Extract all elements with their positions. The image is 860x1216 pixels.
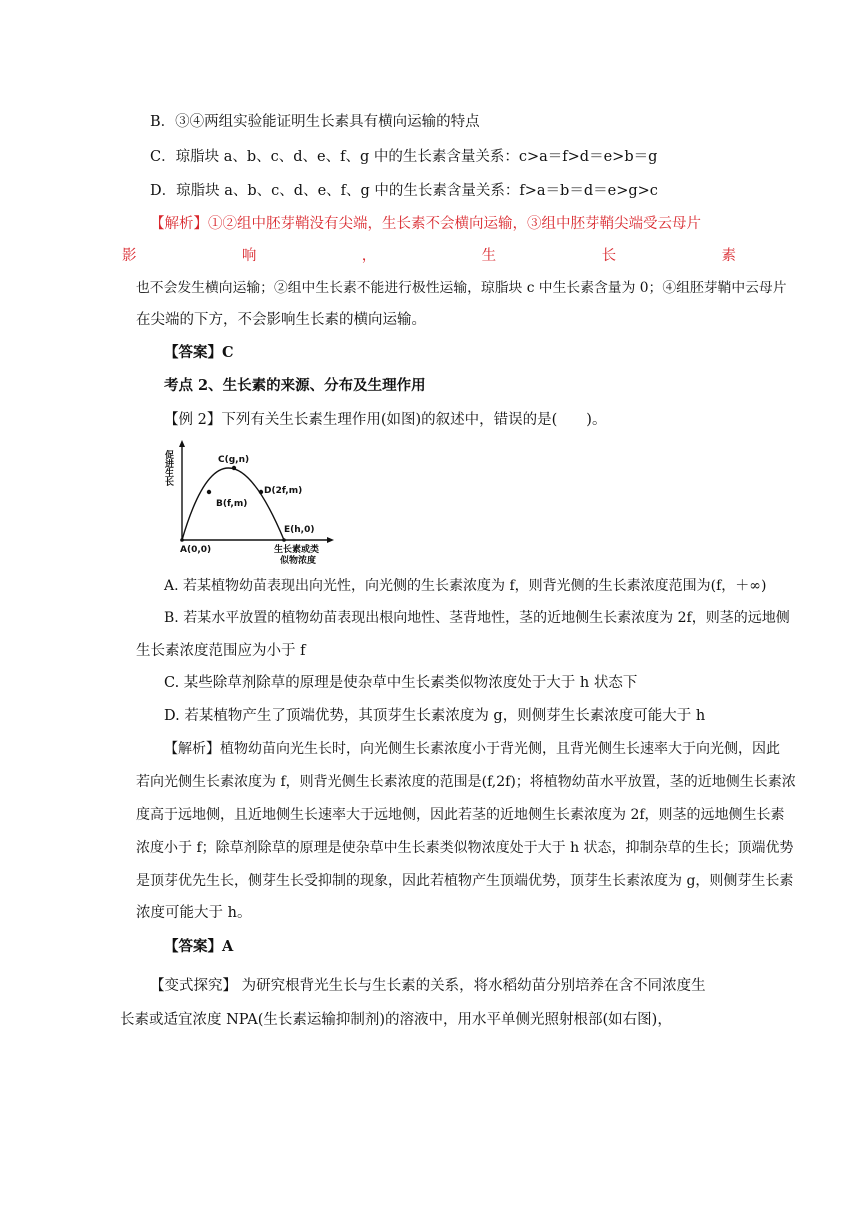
analysis-line-4: 在尖端的下方，不会影响生长素的横向运输。 bbox=[136, 312, 426, 328]
label-c: C(g,n) bbox=[218, 455, 250, 465]
analysis-2-line-5: 是顶芽优先生长，侧芽生长受抑制的现象，因此若植物产生顶端优势，顶芽生长素浓度为 g，则侧芽生长素 bbox=[136, 873, 794, 889]
label-d: D(2f,m) bbox=[264, 486, 303, 496]
spread-char: 长 bbox=[601, 248, 617, 264]
spread-char: 响 bbox=[241, 248, 257, 264]
answer-2: 【答案】A bbox=[164, 938, 234, 955]
label-b: B(f,m) bbox=[216, 499, 248, 509]
analysis-2-line-1: 【解析】植物幼苗向光生长时，向光侧生长素浓度小于背光侧，且背光侧生长速率大于向光侧，因此 bbox=[164, 741, 780, 757]
analysis-2-line-3: 度高于远地侧，且近地侧生长速率大于远地侧，因此若茎的近地侧生长素浓度为 2f，则茎的远地侧生长素 bbox=[136, 807, 785, 823]
analysis-justified-line bbox=[122, 244, 736, 265]
example-2-option-b-line1: B. 若某水平放置的植物幼苗表现出根向地性、茎背地性，茎的近地侧生长素浓度为 2f，则茎的远地侧 bbox=[164, 610, 790, 626]
y-axis-label: 促进生长 bbox=[163, 450, 173, 486]
analysis-line-1: 【解析】①②组中胚芽鞘没有尖端，生长素不会横向运输，③组中胚芽鞘尖端受云母片 bbox=[150, 216, 701, 232]
section-title: 考点 2、生长素的来源、分布及生理作用 bbox=[164, 377, 426, 394]
option-c: C．琼脂块 a、b、c、d、e、f、g 中的生长素含量关系：c>a＝f>d＝e>b＝g bbox=[150, 149, 658, 165]
example-2-option-d: D. 若某植物产生了顶端优势，其顶芽生长素浓度为 g，则侧芽生长素浓度可能大于 h bbox=[164, 708, 706, 724]
point-d bbox=[259, 490, 263, 494]
example-2-option-a: A. 若某植物幼苗表现出向光性，向光侧的生长素浓度为 f，则背光侧的生长素浓度范围为(f，＋∞) bbox=[164, 578, 767, 594]
answer-1: 【答案】C bbox=[164, 344, 234, 361]
point-c bbox=[232, 466, 236, 470]
spread-char: ， bbox=[361, 248, 377, 264]
analysis-line-3: 也不会发生横向运输；②组中生长素不能进行极性运输，琼脂块 c 中生长素含量为 0；④组胚芽鞘中云母片 bbox=[136, 280, 787, 296]
x-axis-arrow bbox=[327, 537, 334, 543]
growth-curve-graph bbox=[158, 436, 358, 572]
label-a: A(0,0) bbox=[180, 545, 212, 555]
x-axis-label-2: 似物浓度 bbox=[280, 556, 317, 566]
point-a bbox=[180, 538, 184, 542]
analysis-2-line-6: 浓度可能大于 h。 bbox=[136, 905, 252, 921]
x-axis-label-1: 生长素或类 bbox=[274, 545, 320, 555]
example-2-option-c: C. 某些除草剂除草的原理是使杂草中生长素类似物浓度处于大于 h 状态下 bbox=[164, 675, 638, 691]
example-2-question: 【例 2】下列有关生长素生理作用(如图)的叙述中，错误的是( )。 bbox=[164, 412, 607, 428]
spread-char: 生 bbox=[481, 248, 497, 264]
example-2-option-b-line2: 生长素浓度范围应为小于 f bbox=[136, 643, 306, 659]
spread-char: 素 bbox=[721, 248, 736, 264]
point-b bbox=[207, 490, 211, 494]
variant-line-1: 【变式探究】 为研究根背光生长与生长素的关系，将水稻幼苗分别培养在含不同浓度生 bbox=[150, 978, 706, 994]
spread-char: 影 bbox=[122, 248, 137, 264]
variant-line-2: 长素或适宜浓度 NPA(生长素运输抑制剂)的溶液中，用水平单侧光照射根部(如右图)， bbox=[120, 1012, 672, 1028]
analysis-2-line-2: 若向光侧生长素浓度为 f，则背光侧生长素浓度的范围是(f,2f)；将植物幼苗水平放置，茎的近地侧生长素浓 bbox=[136, 774, 796, 790]
option-d: D．琼脂块 a、b、c、d、e、f、g 中的生长素含量关系：f>a＝b＝d＝e>g>c bbox=[150, 183, 658, 199]
point-e bbox=[282, 538, 286, 542]
analysis-2-line-4: 浓度小于 f；除草剂除草的原理是使杂草中生长素类似物浓度处于大于 h 状态，抑制杂草的生长；顶端优势 bbox=[136, 840, 794, 856]
y-axis-arrow bbox=[179, 440, 185, 447]
option-b: B．③④两组实验能证明生长素具有横向运输的特点 bbox=[150, 114, 480, 130]
label-e: E(h,0) bbox=[284, 525, 315, 535]
